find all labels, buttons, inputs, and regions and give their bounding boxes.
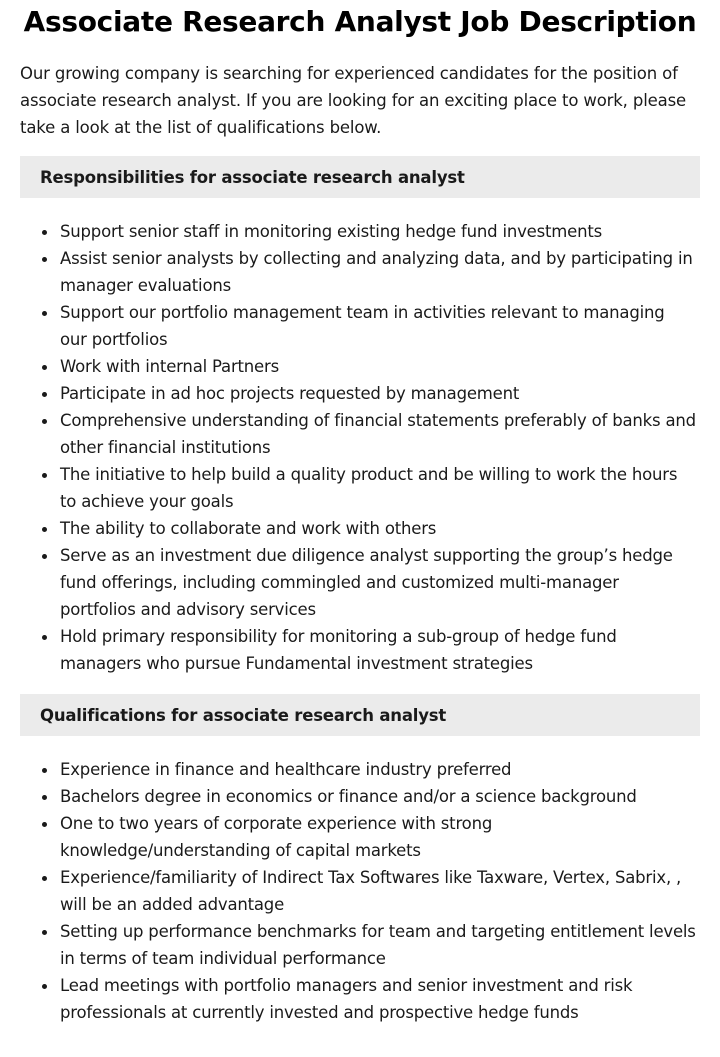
responsibility-item-text: The initiative to help build a quality product and be willing to work the hours to achieve your goals xyxy=(60,465,678,511)
responsibility-item xyxy=(60,515,700,542)
bullet-icon xyxy=(42,311,47,316)
qualification-item-text: Lead meetings with portfolio managers and senior investment and risk professionals at currently invested and prospective hedge funds xyxy=(60,976,633,1022)
responsibilities-list xyxy=(20,218,700,677)
qualification-item-text: One to two years of corporate experience with strong knowledge/understanding of capital markets xyxy=(60,814,493,860)
responsibility-item xyxy=(60,353,700,380)
bullet-icon xyxy=(42,635,47,640)
qualification-item-text: Bachelors degree in economics or finance and/or a science background xyxy=(60,787,637,806)
bullet-icon xyxy=(42,473,47,478)
responsibility-item xyxy=(60,380,700,407)
bullet-icon xyxy=(42,984,47,989)
bullet-icon xyxy=(42,822,47,827)
qualification-item xyxy=(60,864,700,918)
intro-paragraph: Our growing company is searching for experienced candidates for the position of associate research analyst. If you are looking for an exciting place to work, please take a look at the list of qualifications below. xyxy=(20,64,687,137)
bullet-icon xyxy=(42,930,47,935)
qualification-item-text: Experience in finance and healthcare industry preferred xyxy=(60,760,512,779)
qualification-item xyxy=(60,756,700,783)
responsibility-item-text: Comprehensive understanding of financial statements preferably of banks and other financial institutions xyxy=(60,411,696,457)
bullet-icon xyxy=(42,795,47,800)
bullet-icon xyxy=(42,230,47,235)
bullet-icon xyxy=(42,419,47,424)
bullet-icon xyxy=(42,768,47,773)
responsibility-item-text: Hold primary responsibility for monitoring a sub-group of hedge fund managers who pursue Fundamental investment strategies xyxy=(60,627,617,673)
qualifications-heading-text: Qualifications for associate research analyst xyxy=(40,705,447,725)
responsibility-item-text: Support senior staff in monitoring existing hedge fund investments xyxy=(60,222,603,241)
responsibility-item-text: Work with internal Partners xyxy=(60,357,279,376)
qualifications-list xyxy=(20,756,700,1026)
responsibility-item xyxy=(60,245,700,299)
responsibility-item xyxy=(60,461,700,515)
qualifications-heading xyxy=(20,694,700,736)
responsibility-item-text: Participate in ad hoc projects requested by management xyxy=(60,384,520,403)
bullet-icon xyxy=(42,365,47,370)
qualification-item xyxy=(60,810,700,864)
bullet-icon xyxy=(42,527,47,532)
responsibility-item xyxy=(60,299,700,353)
bullet-icon xyxy=(42,554,47,559)
responsibility-item-text: Assist senior analysts by collecting and analyzing data, and by participating in manager evaluations xyxy=(60,249,693,295)
responsibility-item-text: The ability to collaborate and work with others xyxy=(60,519,437,538)
responsibility-item xyxy=(60,218,700,245)
bullet-icon xyxy=(42,392,47,397)
responsibility-item-text: Serve as an investment due diligence analyst supporting the group’s hedge fund offerings, including commingled and customized multi-manager portfolios and advisory services xyxy=(60,546,673,619)
responsibility-item xyxy=(60,623,700,677)
qualification-item xyxy=(60,918,700,972)
bullet-icon xyxy=(42,257,47,262)
responsibilities-heading xyxy=(20,156,700,198)
bullet-icon xyxy=(42,876,47,881)
responsibility-item xyxy=(60,407,700,461)
qualification-item xyxy=(60,783,700,810)
qualification-item-text: Setting up performance benchmarks for team and targeting entitlement levels in terms of team individual performance xyxy=(60,922,696,968)
qualification-item-text: Experience/familiarity of Indirect Tax Softwares like Taxware, Vertex, Sabrix, , will be an added advantage xyxy=(60,868,682,914)
responsibilities-heading-text: Responsibilities for associate research analyst xyxy=(40,167,465,187)
qualification-item xyxy=(60,972,700,1026)
responsibility-item xyxy=(60,542,700,623)
responsibility-item-text: Support our portfolio management team in activities relevant to managing our portfolios xyxy=(60,303,665,349)
page-title: Associate Research Analyst Job Description xyxy=(23,5,697,38)
